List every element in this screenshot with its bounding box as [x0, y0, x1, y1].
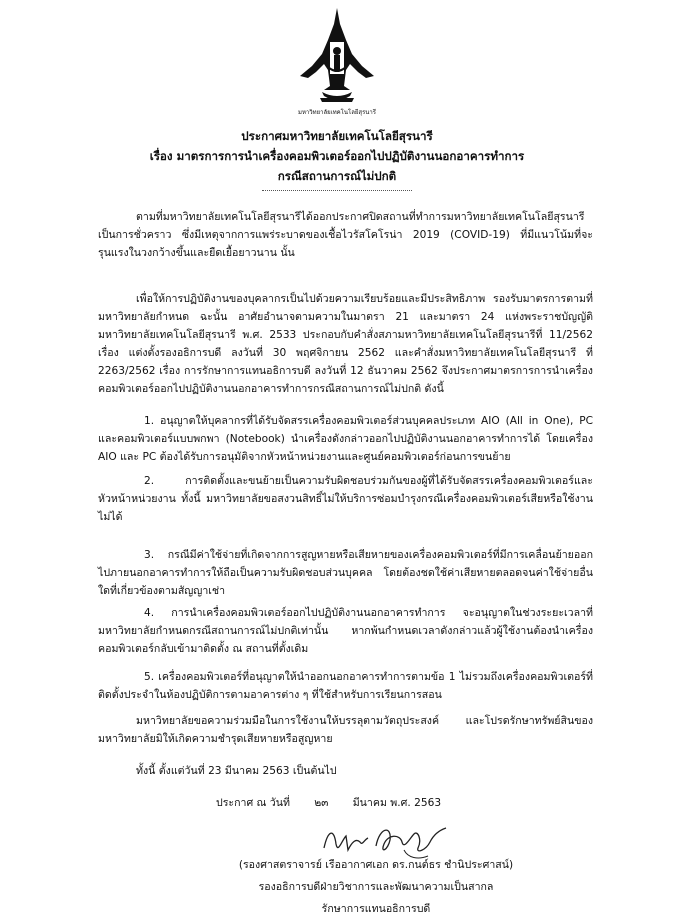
paragraph-closing: มหาวิทยาลัยขอความร่วมมือในการใช้งานให้บรรลุตามวัตถุประสงค์ และโปรดรักษาทรัพย์สินของมหาวิทยาลัยมิให้เกิดความชำรุดเสียหายหรือสูญหาย [98, 715, 593, 745]
effective-date: ทั้งนี้ ตั้งแต่วันที่ 23 มีนาคม 2563 เป็นต้นไป [136, 765, 337, 777]
announce-month-year: มีนาคม พ.ศ. 2563 [352, 797, 442, 809]
header-line-2: เรื่อง มาตรการการนำเครื่องคอมพิวเตอร์ออกไปปฏิบัติงานนอกอาคารทำการ [149, 149, 525, 163]
university-seal-logo [292, 6, 382, 118]
paragraph-basis: เพื่อให้การปฏิบัติงานของบุคลากรเป็นไปด้วยความเรียบร้อยและมีประสิทธิภาพ รองรับมาตรการตามที่มหาวิทยาลัยกำหนด ฉะนั้น อาศัยอำนาจตามความในมาตรา 21 และมาตรา 24 แห่งพระราชบัญญัติมหาวิทยาลัยเทคโนโลยีสุรนารี พ.ศ. 2533 ประกอบกับคำสั่งสภามหาวิทยาลัยเทคโนโลยีสุรนารีที่ 11/2562 เรื่อง แต่งตั้งรองอธิการบดี ลงวันที่ 30 พฤศจิกายน 2562 และคำสั่งมหาวิทยาลัยเทคโนโลยีสุรนารี ที่ 2263/2562 เรื่อง การรักษาการแทนอธิการบดี ลงวันที่ 12 ธันวาคม 2562 จึงประกาศมาตรการการนำเครื่องคอมพิวเตอร์ออกไปปฏิบัติงานนอกอาคารทำการกรณีสถานการณ์ไม่ปกติ ดังนี้ [98, 293, 593, 395]
announce-day: ๒๓ [314, 797, 329, 809]
announce-date-line [216, 794, 441, 811]
signatory-position-2: รักษาการแทนอธิการบดี [321, 903, 431, 915]
header-line-1: ประกาศมหาวิทยาลัยเทคโนโลยีสุรนารี [241, 129, 433, 143]
logo-caption: มหาวิทยาลัยเทคโนโลยีสุรนารี [297, 109, 377, 116]
item-1: 1. อนุญาตให้บุคลากรที่ได้รับจัดสรรเครื่องคอมพิวเตอร์ส่วนบุคคลประเภท AIO (All in One), PC และคอมพิวเตอร์แบบพกพา (Notebook) นำเครื่องดังกล่าวออกไปปฏิบัติงานนอกอาคารทำการได้ โดยเครื่อง AIO และ PC ต้องได้รับการอนุมัติจากหัวหน้าหน่วยงานและศูนย์คอมพิวเตอร์ก่อนการขนย้าย [98, 415, 593, 463]
header-line-3: กรณีสถานการณ์ไม่ปกติ [277, 169, 397, 183]
item-2: 2. การติดตั้งและขนย้ายเป็นความรับผิดชอบร่วมกันของผู้ที่ได้รับจัดสรรเครื่องคอมพิวเตอร์และหัวหน้าหน่วยงาน ทั้งนี้ มหาวิทยาลัยขอสงวนสิทธิ์ไม่ให้บริการซ่อมบำรุงกรณีเครื่องคอมพิวเตอร์เสียหรือใช้งานไม่ได้ [98, 475, 593, 523]
signatory-position-1: รองอธิการบดีฝ่ายวิชาการและพัฒนาความเป็นสากล [258, 881, 494, 893]
announce-prefix: ประกาศ ณ วันที่ [216, 797, 290, 809]
header-divider [262, 190, 412, 191]
signatory-name: (รองศาสตราจารย์ เรืออากาศเอก ดร.กนต์ธร ชำนิประศาสน์) [238, 859, 514, 871]
item-3: 3. กรณีมีค่าใช้จ่ายที่เกิดจากการสูญหายหรือเสียหายของเครื่องคอมพิวเตอร์ที่มีการเคลื่อนย้ายออกไปภายนอกอาคารทำการให้ถือเป็นความรับผิดชอบส่วนบุคคล โดยต้องชดใช้ค่าเสียหายตลอดจนค่าใช้จ่ายอื่นใดที่เกี่ยวข้องตามสัญญาเช่า [98, 549, 593, 597]
paragraph-intro: ตามที่มหาวิทยาลัยเทคโนโลยีสุรนารีได้ออกประกาศปิดสถานที่ทำการมหาวิทยาลัยเทคโนโลยีสุรนารีเป็นการชั่วคราว ซึ่งมีเหตุจากการแพร่ระบาดของเชื้อไวรัสโคโรน่า 2019 (COVID-19) ที่มีแนวโน้มที่จะรุนแรงในวงกว้างขึ้นและยืดเยื้อยาวนาน นั้น [98, 211, 593, 259]
item-5: 5. เครื่องคอมพิวเตอร์ที่อนุญาตให้นำออกนอกอาคารทำการตามข้อ 1 ไม่รวมถึงเครื่องคอมพิวเตอร์ที่ติดตั้งประจำในห้องปฏิบัติการตามอาคารต่าง ๆ ที่ใช้สำหรับการเรียนการสอน [98, 671, 593, 701]
item-4: 4. การนำเครื่องคอมพิวเตอร์ออกไปปฏิบัติงานนอกอาคารทำการ จะอนุญาตในช่วงระยะเวลาที่มหาวิทยาลัยกำหนดกรณีสถานการณ์ไม่ปกติเท่านั้น หากพ้นกำหนดเวลาดังกล่าวแล้วผู้ใช้งานต้องนำเครื่องคอมพิวเตอร์กลับเข้ามาติดตั้ง ณ สถานที่ตั้งเดิม [98, 607, 593, 655]
